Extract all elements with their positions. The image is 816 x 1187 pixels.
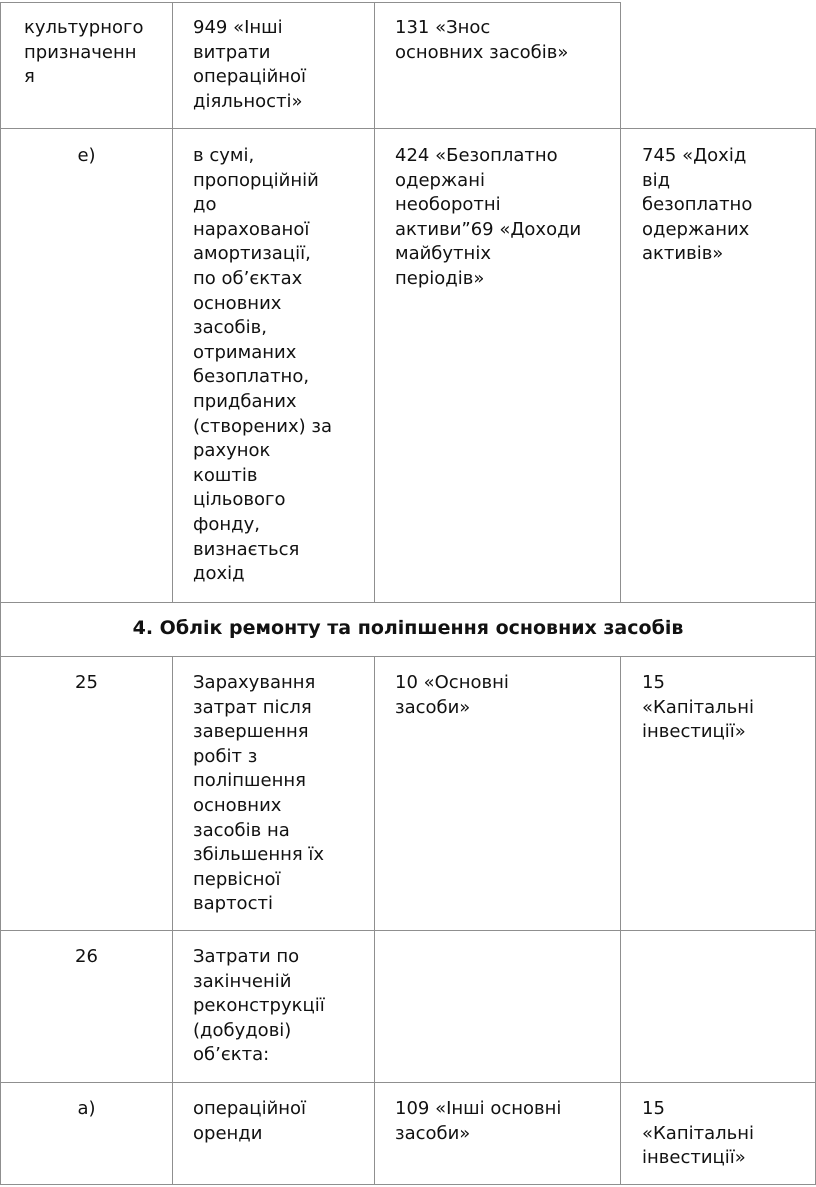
table-row-divider (0, 930, 816, 931)
table-cell-c3: 109 «Інші основні засоби» (395, 1098, 562, 1144)
table-border-bottom (0, 1184, 816, 1185)
table-row-divider (0, 128, 816, 129)
table-cell-c2: в сумі, пропорційній до нарахованої амортизації, по об’єктах основних засобів, отриманих безоплатно, придбаних (створених) за рахунок коштів цільового фонду, визнається дохід (193, 145, 332, 585)
table-column-divider (374, 2, 375, 603)
table-cell-c1: 26 (75, 946, 98, 967)
table-cell-c2: операційної оренди (193, 1098, 307, 1144)
table-cell-c4: 745 «Дохід від безоплатно одержаних активів» (642, 145, 753, 265)
table-cell-c3: 131 «Знос основних засобів» (395, 17, 569, 63)
table-cell-c2: 949 «Інші витрати операційної діяльності» (193, 17, 307, 112)
table-column-divider (374, 656, 375, 1185)
table-column-divider (172, 656, 173, 1185)
section-title: 4. Облік ремонту та поліпшення основних засобів (132, 617, 684, 639)
table-cell-c4: 15 «Капітальні інвестиції» (642, 672, 754, 743)
table-cell-c2: Затрати по закінченій реконструкції (добудові) об’єкта: (193, 946, 325, 1066)
table-cell-c4: 15 «Капітальні інвестиції» (642, 1098, 754, 1169)
table-cell-c1: е) (77, 145, 96, 166)
table-row-divider (0, 656, 816, 657)
table-cell-c2: Зарахування затрат після завершення робіт з поліпшення основних засобів на збільшення їх первісної вартості (193, 672, 325, 915)
table-cell-c3: 10 «Основні засоби» (395, 672, 509, 718)
table-cell-c1: культурного призначенн я (24, 17, 144, 88)
table-column-divider (172, 2, 173, 603)
table-row-divider (0, 1082, 816, 1083)
table-column-divider (0, 2, 1, 1185)
table-border-top (0, 2, 620, 3)
table-row-divider (0, 602, 816, 603)
table-column-divider (620, 656, 621, 1185)
table-column-divider (620, 2, 621, 603)
table-cell-c1: 25 (75, 672, 98, 693)
table-cell-c3: 424 «Безоплатно одержані необоротні активи”69 «Доходи майбутніх періодів» (395, 145, 582, 289)
table-cell-c1: а) (77, 1098, 96, 1119)
